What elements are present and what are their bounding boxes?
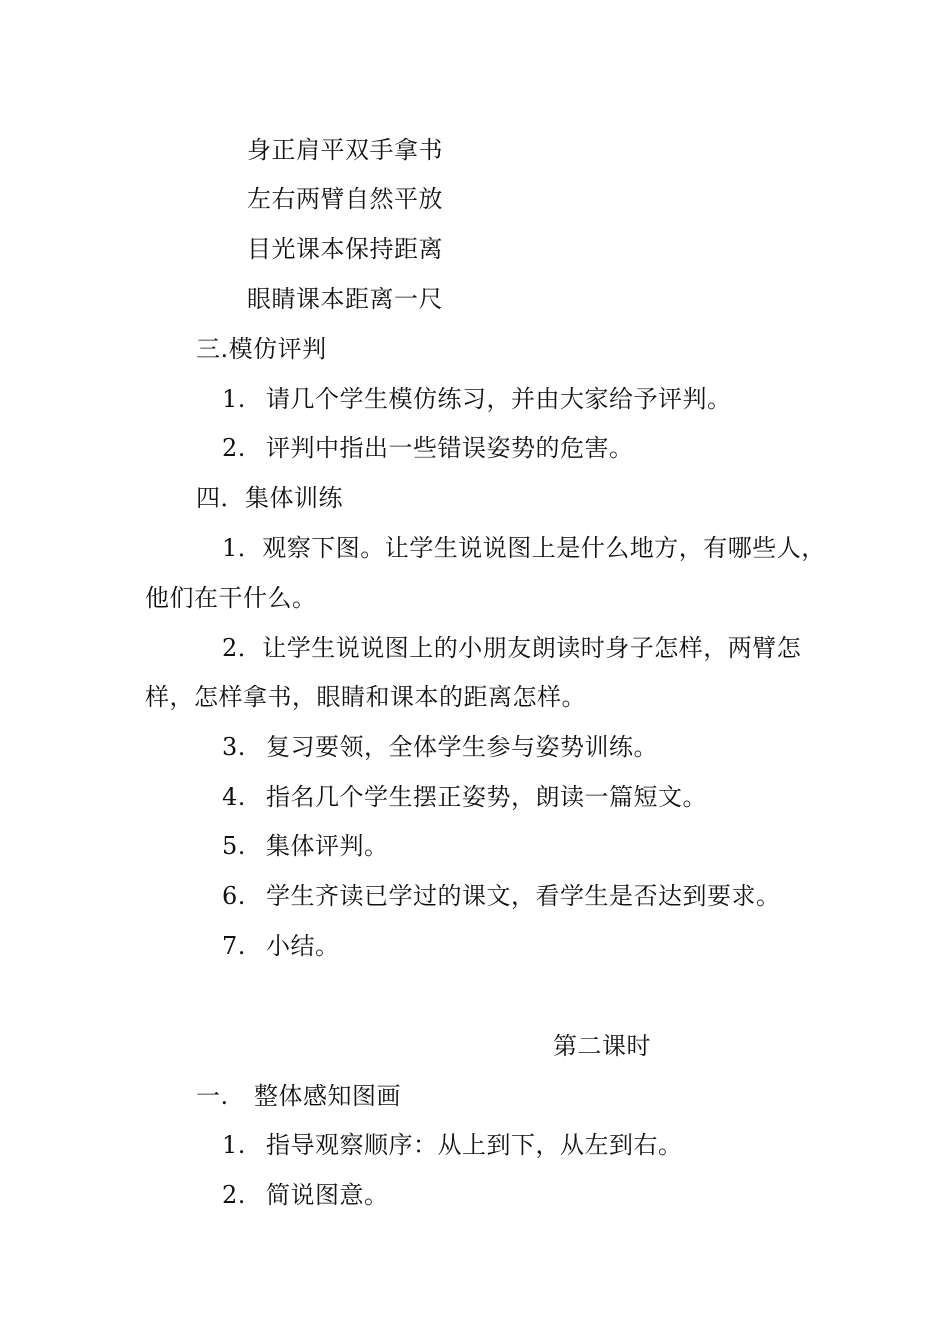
list-item xyxy=(222,731,658,763)
poem-line-2: 左右两臂自然平放 xyxy=(247,185,443,213)
list-number: 2. xyxy=(222,1181,246,1209)
list-item xyxy=(222,830,389,862)
heading-text: 整体感知图画 xyxy=(254,1082,401,1110)
list-item xyxy=(222,1179,389,1211)
paragraph-1-line-2: 他们在干什么。 xyxy=(145,584,317,612)
list-text: 学生齐读已学过的课文，看学生是否达到要求。 xyxy=(266,882,781,910)
list-number: 1. xyxy=(222,1131,246,1159)
list-number: 2. xyxy=(222,434,246,462)
section3-heading: 三.模仿评判 xyxy=(196,335,327,363)
paragraph-2-line-1: 2．让学生说说图上的小朋友朗读时身子怎样，两臂怎 xyxy=(222,634,802,662)
list-text: 评判中指出一些错误姿势的危害。 xyxy=(266,434,634,462)
list-text: 指导观察顺序：从上到下，从左到右。 xyxy=(266,1131,683,1159)
list-item xyxy=(222,930,340,962)
list-text: 简说图意。 xyxy=(266,1181,389,1209)
list-number: 3. xyxy=(222,733,246,761)
list-number: 7. xyxy=(222,932,246,960)
lesson2-title: 第二课时 xyxy=(553,1032,651,1060)
section4-heading: 四．集体训练 xyxy=(196,484,343,512)
list-number: 5. xyxy=(222,832,246,860)
list-number: 4. xyxy=(222,783,246,811)
list-item xyxy=(222,781,707,813)
heading-number: 一. xyxy=(196,1082,229,1110)
list-text: 小结。 xyxy=(266,932,340,960)
list-number: 1. xyxy=(222,385,246,413)
list-item xyxy=(222,880,781,912)
list-text: 集体评判。 xyxy=(266,832,389,860)
poem-line-1: 身正肩平双手拿书 xyxy=(247,136,443,164)
list-text: 复习要领，全体学生参与姿势训练。 xyxy=(266,733,658,761)
poem-line-4: 眼睛课本距离一尺 xyxy=(247,285,443,313)
paragraph-1-line-1: 1．观察下图。让学生说说图上是什么地方，有哪些人， xyxy=(222,534,826,562)
poem-line-3: 目光课本保持距离 xyxy=(247,235,443,263)
list-number: 6. xyxy=(222,882,246,910)
paragraph-2-line-2: 样，怎样拿书，眼睛和课本的距离怎样。 xyxy=(145,683,586,711)
list-text: 请几个学生模仿练习，并由大家给予评判。 xyxy=(266,385,732,413)
list-text: 指名几个学生摆正姿势，朗读一篇短文。 xyxy=(266,783,707,811)
list-item xyxy=(222,383,732,415)
list-item xyxy=(222,1129,683,1161)
lesson2-heading xyxy=(196,1080,401,1112)
list-item xyxy=(222,432,634,464)
